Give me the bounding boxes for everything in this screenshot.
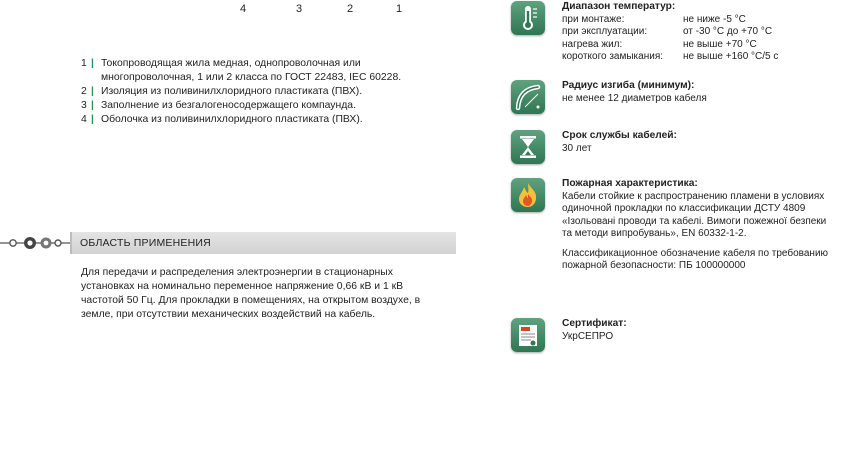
feature-text: 30 лет bbox=[562, 142, 592, 154]
feature-temperature bbox=[511, 1, 831, 71]
feature-bend-radius bbox=[511, 80, 831, 120]
construction-item: 2 | Изоляция из поливинилхлоридного пластиката (ПВХ). bbox=[81, 86, 363, 97]
feature-text: УкрСЕПРО bbox=[562, 330, 614, 342]
temp-row: короткого замыкания: не выше +160 °С/5 с bbox=[562, 51, 779, 62]
feature-certificate bbox=[511, 318, 831, 358]
construction-item: 4 | Оболочка из поливинилхлоридного пластиката (ПВХ). bbox=[81, 114, 363, 125]
feature-title: Радиус изгиба (минимум): bbox=[562, 80, 695, 91]
layer-number-4: 4 bbox=[240, 3, 247, 15]
flame-icon bbox=[511, 178, 545, 212]
thermometer-icon bbox=[511, 1, 545, 35]
certificate-icon bbox=[511, 318, 545, 352]
feature-title: Срок службы кабелей: bbox=[562, 130, 677, 141]
feature-title: Пожарная характеристика: bbox=[562, 178, 698, 189]
application-text: Для передачи и распределения электроэнергии в стационарных установках на номинально переменное напряжение 0,66 кВ и 1 кВ частотой 50 Гц. Для прокладки в помещениях, на открытом воздухе, в земле, при отсутствии механических воздействий на кабель. bbox=[81, 267, 421, 320]
feature-fire bbox=[511, 178, 831, 308]
feature-text: Кабели стойкие к распространению пламени в условиях одиночной прокладки по классификации ДСТУ 4809 «Ізольовані проводи та кабелі. Вимоги пожежної безпеки та методи випробувань», EN 60332-1-2. bbox=[562, 190, 827, 239]
construction-item: 1 | Токопроводящая жила медная, однопроволочная или многопроволочная, 1 или 2 класса по ГОСТ 22483, IEC 60228. bbox=[81, 58, 402, 83]
layer-number-3: 3 bbox=[296, 3, 303, 15]
feature-title: Сертификат: bbox=[562, 318, 627, 329]
section-title: ОБЛАСТЬ ПРИМЕНЕНИЯ bbox=[80, 237, 211, 249]
layer-number-2: 2 bbox=[347, 3, 354, 15]
feature-text-classification: Классификационное обозначение кабеля по требованию пожарной безопасности: ПБ 100000000 bbox=[562, 247, 829, 271]
temp-row: при монтаже: не ниже -5 °С bbox=[562, 13, 746, 25]
feature-title: Диапазон температур: bbox=[562, 1, 676, 12]
construction-list bbox=[81, 57, 421, 127]
feature-service-life bbox=[511, 130, 831, 170]
section-decoration-icon bbox=[0, 232, 70, 254]
temp-row: нагрева жил: не выше +70 °С bbox=[562, 38, 757, 50]
hourglass-icon bbox=[511, 130, 545, 164]
temp-row: при эксплуатации: от -30 °С до +70 °С bbox=[562, 26, 773, 37]
feature-text: не менее 12 диаметров кабеля bbox=[562, 92, 707, 104]
layer-number-1: 1 bbox=[396, 3, 403, 15]
bend-radius-icon bbox=[511, 80, 545, 114]
construction-item: 3 | Заполнение из безгалогеносодержащего компаунда. bbox=[81, 100, 356, 111]
